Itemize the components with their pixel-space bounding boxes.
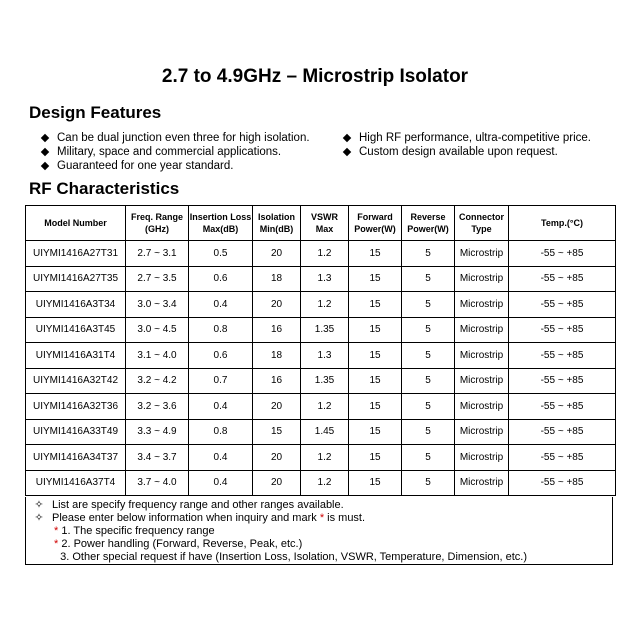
table-cell: Microstrip <box>455 445 509 471</box>
table-cell: 15 <box>349 470 402 496</box>
table-cell: 3.4 ~ 3.7 <box>126 445 189 471</box>
feature-item: Guaranteed for one year standard. <box>40 159 310 173</box>
table-cell: 5 <box>402 343 455 369</box>
table-cell: 3.2 ~ 3.6 <box>126 394 189 420</box>
table-cell: -55 ~ +85 <box>509 343 616 369</box>
feature-item: Custom design available upon request. <box>342 145 591 159</box>
table-cell: 18 <box>253 343 301 369</box>
table-cell: Microstrip <box>455 317 509 343</box>
table-cell: 3.7 ~ 4.0 <box>126 470 189 496</box>
table-cell: -55 ~ +85 <box>509 394 616 420</box>
table-cell: UIYMI1416A37T4 <box>26 470 126 496</box>
required-star: * <box>319 512 325 524</box>
table-row <box>26 266 616 292</box>
table-cell: -55 ~ +85 <box>509 368 616 394</box>
required-star: * <box>54 525 59 537</box>
table-cell: -55 ~ +85 <box>509 445 616 471</box>
notes-box <box>25 497 613 565</box>
table-row <box>26 445 616 471</box>
table-cell: Microstrip <box>455 470 509 496</box>
table-cell: 15 <box>349 394 402 420</box>
design-features-left <box>40 131 310 173</box>
table-cell: -55 ~ +85 <box>509 241 616 267</box>
table-row <box>26 368 616 394</box>
table-row <box>26 470 616 496</box>
table-row <box>26 394 616 420</box>
table-cell: 20 <box>253 241 301 267</box>
table-cell: 0.5 <box>189 241 253 267</box>
table-cell: Microstrip <box>455 394 509 420</box>
table-row <box>26 343 616 369</box>
table-cell: 5 <box>402 445 455 471</box>
table-cell: 20 <box>253 470 301 496</box>
table-cell: 3.3 ~ 4.9 <box>126 419 189 445</box>
table-cell: 3.1 ~ 4.0 <box>126 343 189 369</box>
required-star: * <box>54 538 59 550</box>
table-cell: 0.4 <box>189 445 253 471</box>
table-cell: 2.7 ~ 3.5 <box>126 266 189 292</box>
design-features-heading: Design Features <box>29 103 162 122</box>
table-cell: 15 <box>349 266 402 292</box>
table-cell: UIYMI1416A3T45 <box>26 317 126 343</box>
table-row <box>26 241 616 267</box>
note-line: ✧ List are specify frequency range and other ranges available. <box>26 499 612 512</box>
table-cell: 3.0 ~ 3.4 <box>126 292 189 318</box>
table-cell: -55 ~ +85 <box>509 292 616 318</box>
feature-item: Military, space and commercial applications. <box>40 145 310 159</box>
table-cell: 15 <box>349 343 402 369</box>
sparkle-icon: ✧ <box>34 512 44 524</box>
note-item: * 1. The specific frequency range <box>54 525 215 537</box>
table-cell: 0.8 <box>189 317 253 343</box>
sparkle-icon: ✧ <box>34 499 44 511</box>
table-cell: 0.6 <box>189 343 253 369</box>
table-cell: 2.7 ~ 3.1 <box>126 241 189 267</box>
table-header-row <box>26 206 616 241</box>
table-cell: Microstrip <box>455 343 509 369</box>
table-cell: 1.2 <box>301 470 349 496</box>
table-cell: 0.6 <box>189 266 253 292</box>
table-cell: 15 <box>253 419 301 445</box>
table-cell: Microstrip <box>455 419 509 445</box>
table-cell: UIYMI1416A27T35 <box>26 266 126 292</box>
table-row <box>26 317 616 343</box>
col-header-isolation: Isolation Min(dB) <box>253 206 301 241</box>
table-cell: 5 <box>402 241 455 267</box>
table-cell: UIYMI1416A32T42 <box>26 368 126 394</box>
table-cell: -55 ~ +85 <box>509 419 616 445</box>
table-cell: 1.2 <box>301 241 349 267</box>
table-cell: UIYMI1416A33T49 <box>26 419 126 445</box>
note-item: * 2. Power handling (Forward, Reverse, Peak, etc.) <box>54 538 303 550</box>
table-cell: Microstrip <box>455 241 509 267</box>
table-cell: 1.2 <box>301 394 349 420</box>
diamond-bullet-icon <box>41 148 49 156</box>
table-cell: UIYMI1416A32T36 <box>26 394 126 420</box>
rf-characteristics-heading: RF Characteristics <box>29 179 180 198</box>
table-cell: 15 <box>349 368 402 394</box>
table-cell: 3.0 ~ 4.5 <box>126 317 189 343</box>
table-cell: 16 <box>253 368 301 394</box>
note-line: ✧ Please enter below information when inquiry and mark * is must. <box>26 512 612 525</box>
table-cell: 15 <box>349 419 402 445</box>
table-row <box>26 292 616 318</box>
table-cell: Microstrip <box>455 368 509 394</box>
table-cell: UIYMI1416A3T34 <box>26 292 126 318</box>
table-cell: -55 ~ +85 <box>509 266 616 292</box>
diamond-bullet-icon <box>41 134 49 142</box>
col-header-insertion-loss: Insertion Loss Max(dB) <box>189 206 253 241</box>
table-cell: Microstrip <box>455 266 509 292</box>
col-header-freq: Freq. Range (GHz) <box>126 206 189 241</box>
table-cell: 1.45 <box>301 419 349 445</box>
page-title: 2.7 to 4.9GHz – Microstrip Isolator <box>161 66 469 87</box>
col-header-vswr: VSWR Max <box>301 206 349 241</box>
table-cell: UIYMI1416A31T4 <box>26 343 126 369</box>
table-cell: 1.3 <box>301 266 349 292</box>
col-header-connector: Connector Type <box>455 206 509 241</box>
table-cell: 5 <box>402 317 455 343</box>
table-cell: 15 <box>349 292 402 318</box>
table-cell: 0.4 <box>189 394 253 420</box>
table-cell: 20 <box>253 445 301 471</box>
table-cell: UIYMI1416A27T31 <box>26 241 126 267</box>
diamond-bullet-icon <box>343 148 351 156</box>
table-cell: 3.2 ~ 4.2 <box>126 368 189 394</box>
table-cell: 20 <box>253 292 301 318</box>
feature-item: High RF performance, ultra-competitive price. <box>342 131 591 145</box>
table-cell: 18 <box>253 266 301 292</box>
table-cell: -55 ~ +85 <box>509 470 616 496</box>
diamond-bullet-icon <box>343 134 351 142</box>
table-cell: 1.2 <box>301 445 349 471</box>
table-cell: UIYMI1416A34T37 <box>26 445 126 471</box>
diamond-bullet-icon <box>41 162 49 170</box>
table-cell: 15 <box>349 241 402 267</box>
table-cell: 5 <box>402 470 455 496</box>
table-cell: 15 <box>349 317 402 343</box>
table-cell: 16 <box>253 317 301 343</box>
table-cell: 0.4 <box>189 470 253 496</box>
table-cell: 0.7 <box>189 368 253 394</box>
table-cell: 5 <box>402 292 455 318</box>
table-cell: 5 <box>402 266 455 292</box>
feature-item: Can be dual junction even three for high isolation. <box>40 131 310 145</box>
table-row <box>26 419 616 445</box>
table-cell: 0.8 <box>189 419 253 445</box>
table-cell: 15 <box>349 445 402 471</box>
table-cell: 1.3 <box>301 343 349 369</box>
col-header-model: Model Number <box>26 206 126 241</box>
col-header-reverse-power: Reverse Power(W) <box>402 206 455 241</box>
design-features-right <box>342 131 591 159</box>
col-header-temp: Temp.(°C) <box>509 206 616 241</box>
table-cell: 5 <box>402 368 455 394</box>
col-header-forward-power: Forward Power(W) <box>349 206 402 241</box>
table-cell: 1.35 <box>301 368 349 394</box>
rf-characteristics-table <box>25 205 616 496</box>
table-cell: Microstrip <box>455 292 509 318</box>
table-cell: 20 <box>253 394 301 420</box>
note-item: 3. Other special request if have (Insertion Loss, Isolation, VSWR, Temperature, Dimension, etc.) <box>60 551 528 563</box>
table-cell: -55 ~ +85 <box>509 317 616 343</box>
table-cell: 1.35 <box>301 317 349 343</box>
table-cell: 5 <box>402 394 455 420</box>
table-cell: 1.2 <box>301 292 349 318</box>
table-cell: 0.4 <box>189 292 253 318</box>
table-cell: 5 <box>402 419 455 445</box>
